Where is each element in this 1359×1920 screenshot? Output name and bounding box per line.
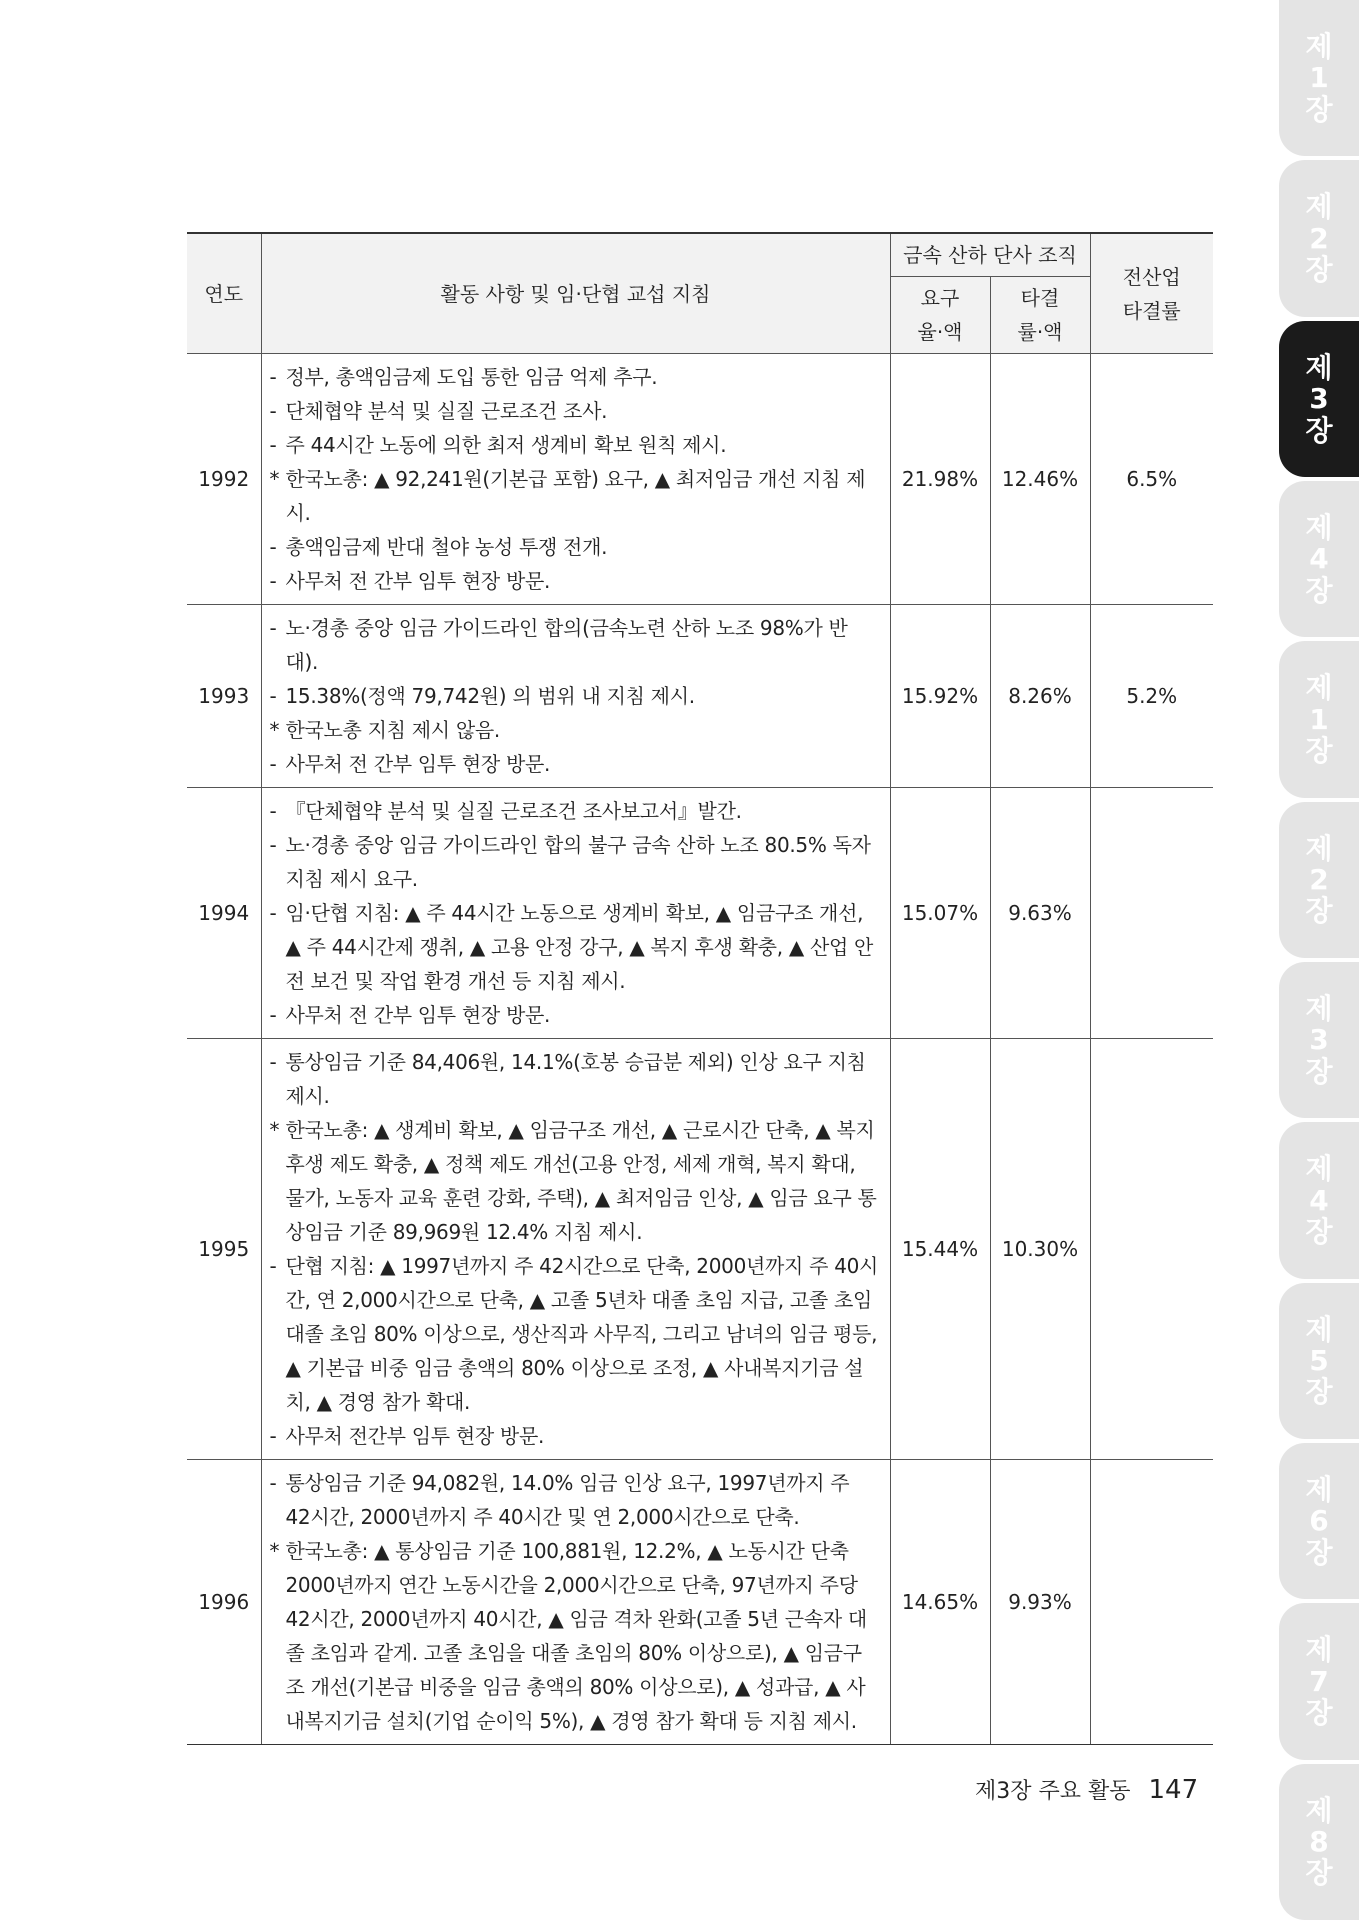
activity-text: 한국노총 지침 제시 않음. bbox=[285, 718, 500, 742]
wage-negotiation-table bbox=[187, 232, 1213, 1745]
activity-text: 총액임금제 반대 철야 농성 투쟁 전개. bbox=[285, 535, 608, 559]
bullet-mark: - bbox=[269, 901, 277, 925]
chapter-tab[interactable] bbox=[1279, 1603, 1359, 1759]
activity-text: 정부, 총액임금제 도입 통한 임금 억제 추구. bbox=[285, 365, 658, 389]
row-industry-rate bbox=[1090, 788, 1213, 1039]
row-year: 1996 bbox=[187, 1460, 261, 1745]
row-year: 1995 bbox=[187, 1039, 261, 1460]
chapter-tab-label: 제2장 bbox=[1305, 831, 1333, 928]
row-demand-rate: 21.98% bbox=[890, 354, 990, 605]
row-activities bbox=[261, 788, 890, 1039]
header-year: 연도 bbox=[187, 233, 261, 354]
row-industry-rate: 5.2% bbox=[1090, 605, 1213, 788]
activity-text: 사무처 전 간부 임투 현장 방문. bbox=[285, 752, 551, 776]
activity-item bbox=[270, 428, 880, 462]
chapter-tab-label: 제2장 bbox=[1305, 190, 1333, 287]
activity-item bbox=[270, 462, 880, 530]
row-settled-rate: 12.46% bbox=[990, 354, 1090, 605]
chapter-tab[interactable] bbox=[1279, 1443, 1359, 1599]
bullet-mark: - bbox=[269, 365, 277, 389]
row-activities bbox=[261, 1039, 890, 1460]
bullet-mark: - bbox=[269, 1471, 277, 1495]
activity-item bbox=[270, 1113, 880, 1249]
activity-item bbox=[270, 1466, 880, 1534]
bullet-mark: * bbox=[269, 1118, 280, 1142]
table-row bbox=[187, 788, 1213, 1039]
activity-item bbox=[270, 998, 880, 1032]
bullet-mark: - bbox=[269, 1424, 277, 1448]
page-footer bbox=[975, 1774, 1198, 1805]
row-settled-rate: 10.30% bbox=[990, 1039, 1090, 1460]
chapter-tab-label: 제3장 bbox=[1305, 992, 1333, 1088]
activity-text: 노·경총 중앙 임금 가이드라인 합의(금속노련 산하 노조 98%가 반대). bbox=[285, 616, 848, 674]
header-industry-text: 전산업 타결률 bbox=[1122, 264, 1181, 323]
chapter-tab[interactable] bbox=[1279, 1122, 1359, 1278]
bullet-mark: - bbox=[269, 569, 277, 593]
header-industry-rate bbox=[1090, 233, 1213, 354]
footer-chapter-title: 제3장 주요 활동 bbox=[975, 1779, 1131, 1804]
bullet-mark: - bbox=[269, 752, 277, 776]
table-row bbox=[187, 1039, 1213, 1460]
chapter-tab-label: 제7장 bbox=[1305, 1633, 1333, 1730]
activity-item bbox=[270, 679, 880, 713]
bullet-mark: * bbox=[269, 467, 280, 491]
activity-item bbox=[270, 1249, 880, 1419]
row-demand-rate: 15.92% bbox=[890, 605, 990, 788]
activity-text: 한국노총: ▲ 통상임금 기준 100,881원, 12.2%, ▲ 노동시간 단축 2000년까지 연간 노동시간을 2,000시간으로 단축, 97년까지 주당 42시간, 2000년까지 40시간, ▲ 임금 격차 완화(고졸 5년 근속자 대졸 초임과 같게. 고졸 초임을 대졸 초임의 80% 이상으로), ▲ 임금구조 개선(기본급 비중을 임금 총액의 80% 이상으로), ▲ 성과급, ▲ 사내복지기금 설치(기업 순이익 5%), ▲ 경영 참가 확대 등 지침 제시. bbox=[285, 1539, 867, 1733]
table-row bbox=[187, 1460, 1213, 1745]
table-row bbox=[187, 354, 1213, 605]
bullet-mark: - bbox=[269, 399, 277, 423]
activity-item bbox=[270, 1534, 880, 1738]
activity-item bbox=[270, 896, 880, 998]
bullet-mark: - bbox=[269, 1050, 277, 1074]
row-year: 1994 bbox=[187, 788, 261, 1039]
activity-item bbox=[270, 1045, 880, 1113]
activity-text: 통상임금 기준 94,082원, 14.0% 임금 인상 요구, 1997년까지 주 42시간, 2000년까지 주 40시간 및 연 2,000시간으로 단축. bbox=[285, 1471, 850, 1529]
page-number: 147 bbox=[1148, 1775, 1199, 1805]
activity-text: 단체협약 분석 및 실질 근로조건 조사. bbox=[285, 399, 608, 423]
activity-text: 15.38%(정액 79,742원) 의 범위 내 지침 제시. bbox=[285, 684, 695, 708]
row-industry-rate bbox=[1090, 1460, 1213, 1745]
row-year: 1992 bbox=[187, 354, 261, 605]
activity-item bbox=[270, 394, 880, 428]
table-row bbox=[187, 605, 1213, 788]
header-activities: 활동 사항 및 임·단협 교섭 지침 bbox=[261, 233, 890, 354]
row-industry-rate bbox=[1090, 1039, 1213, 1460]
activity-text: 사무처 전 간부 임투 현장 방문. bbox=[285, 569, 551, 593]
activity-text: 사무처 전 간부 임투 현장 방문. bbox=[285, 1003, 551, 1027]
activity-item bbox=[270, 747, 880, 781]
activity-item bbox=[270, 794, 880, 828]
activity-item bbox=[270, 1419, 880, 1453]
bullet-mark: - bbox=[269, 433, 277, 457]
activity-text: 주 44시간 노동에 의한 최저 생계비 확보 원칙 제시. bbox=[285, 433, 727, 457]
chapter-tab[interactable] bbox=[1279, 1764, 1359, 1920]
activity-text: 한국노총: ▲ 생계비 확보, ▲ 임금구조 개선, ▲ 근로시간 단축, ▲ 복지 후생 제도 확충, ▲ 정책 제도 개선(고용 안정, 세제 개혁, 복지 확대, 물가, 노동자 교육 훈련 강화, 주택), ▲ 최저임금 인상, ▲ 임금 요구 통상임금 기준 89,969원 12.4% 지침 제시. bbox=[285, 1118, 877, 1244]
chapter-tab[interactable] bbox=[1279, 481, 1359, 637]
row-activities bbox=[261, 354, 890, 605]
row-year: 1993 bbox=[187, 605, 261, 788]
bullet-mark: - bbox=[269, 1254, 277, 1278]
row-activities bbox=[261, 605, 890, 788]
chapter-tab[interactable] bbox=[1279, 0, 1359, 156]
header-settled-text: 타결 률·액 bbox=[1017, 286, 1063, 344]
bullet-mark: * bbox=[269, 1539, 280, 1563]
table-header-row bbox=[187, 233, 1213, 277]
bullet-mark: * bbox=[269, 718, 280, 742]
row-settled-rate: 8.26% bbox=[990, 605, 1090, 788]
chapter-tab-label: 제4장 bbox=[1305, 511, 1333, 607]
bullet-mark: - bbox=[269, 684, 277, 708]
chapter-tab-label: 제1장 bbox=[1305, 671, 1333, 768]
activity-text: 한국노총: ▲ 92,241원(기본급 포함) 요구, ▲ 최저임금 개선 지침 제시. bbox=[285, 467, 866, 525]
chapter-tab-label: 제8장 bbox=[1305, 1793, 1333, 1890]
bullet-mark: - bbox=[269, 616, 277, 640]
header-settled bbox=[990, 277, 1090, 354]
chapter-tab[interactable] bbox=[1279, 962, 1359, 1118]
activity-text: 사무처 전간부 임투 현장 방문. bbox=[285, 1424, 545, 1448]
row-demand-rate: 14.65% bbox=[890, 1460, 990, 1745]
activity-text: 『단체협약 분석 및 실질 근로조건 조사보고서』발간. bbox=[285, 799, 742, 823]
row-industry-rate: 6.5% bbox=[1090, 354, 1213, 605]
chapter-tab-active[interactable] bbox=[1279, 321, 1359, 477]
bullet-mark: - bbox=[269, 799, 277, 823]
activity-item bbox=[270, 611, 880, 679]
row-demand-rate: 15.44% bbox=[890, 1039, 990, 1460]
activity-text: 노·경총 중앙 임금 가이드라인 합의 불구 금속 산하 노조 80.5% 독자 지침 제시 요구. bbox=[285, 833, 871, 891]
header-metal-group: 금속 산하 단사 조직 bbox=[890, 233, 1090, 277]
activity-text: 단협 지침: ▲ 1997년까지 주 42시간으로 단축, 2000년까지 주 40시간, 연 2,000시간으로 단축, ▲ 고졸 5년차 대졸 초임 지급, 고졸 초임 대졸 초임 80% 이상으로, 생산직과 사무직, 그리고 남녀의 임금 평등, ▲ 기본급 비중 임금 총액의 80% 이상으로 조정, ▲ 사내복지기금 설치, ▲ 경영 참가 확대. bbox=[285, 1254, 879, 1414]
table-body bbox=[187, 354, 1213, 1745]
activity-text: 통상임금 기준 84,406원, 14.1%(호봉 승급분 제외) 인상 요구 지침 제시. bbox=[285, 1050, 866, 1108]
activity-item bbox=[270, 713, 880, 747]
bullet-mark: - bbox=[269, 1003, 277, 1027]
row-settled-rate: 9.93% bbox=[990, 1460, 1090, 1745]
chapter-tab-label: 제6장 bbox=[1305, 1473, 1333, 1569]
header-demand bbox=[890, 277, 990, 354]
chapter-tab[interactable] bbox=[1279, 802, 1359, 958]
activity-item bbox=[270, 828, 880, 896]
chapter-tab[interactable] bbox=[1279, 1283, 1359, 1439]
activity-item bbox=[270, 530, 880, 564]
bullet-mark: - bbox=[269, 535, 277, 559]
row-demand-rate: 15.07% bbox=[890, 788, 990, 1039]
activity-text: 임·단협 지침: ▲ 주 44시간 노동으로 생계비 확보, ▲ 임금구조 개선, ▲ 주 44시간제 쟁취, ▲ 고용 안정 강구, ▲ 복지 후생 확충, ▲ 산업 안전 보건 및 작업 환경 개선 등 지침 제시. bbox=[285, 901, 874, 993]
chapter-tab-label: 제4장 bbox=[1305, 1152, 1333, 1249]
activity-item bbox=[270, 564, 880, 598]
activity-item bbox=[270, 360, 880, 394]
chapter-side-tabs bbox=[1279, 0, 1359, 1920]
row-activities bbox=[261, 1460, 890, 1745]
row-settled-rate: 9.63% bbox=[990, 788, 1090, 1039]
chapter-tab-label: 제5장 bbox=[1305, 1312, 1333, 1409]
chapter-tab[interactable] bbox=[1279, 160, 1359, 316]
header-demand-text: 요구 율·액 bbox=[917, 286, 963, 344]
chapter-tab-label: 제3장 bbox=[1305, 350, 1333, 447]
chapter-tab[interactable] bbox=[1279, 641, 1359, 797]
chapter-tab-label: 제1장 bbox=[1305, 30, 1333, 126]
bullet-mark: - bbox=[269, 833, 277, 857]
